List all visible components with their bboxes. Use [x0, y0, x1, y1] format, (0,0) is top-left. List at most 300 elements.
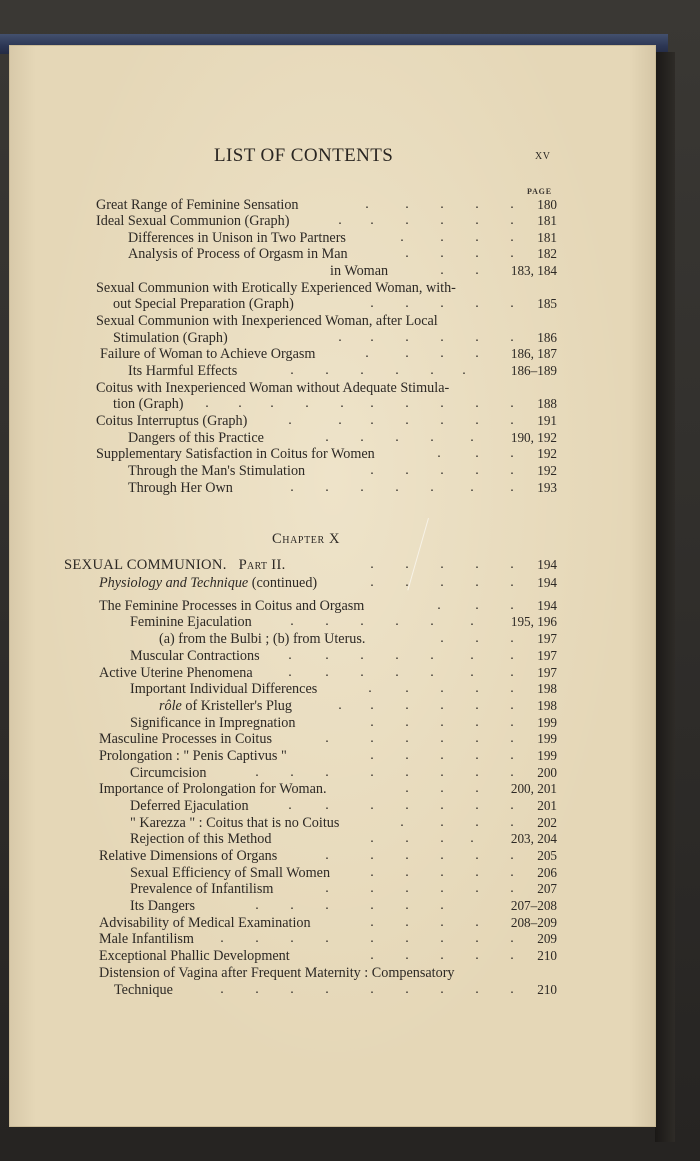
leader-dot: .	[510, 631, 514, 646]
toc-entry	[0, 698, 700, 716]
toc-entry-title: Prevalence of Infantilism	[130, 881, 274, 897]
toc-entry	[0, 748, 700, 766]
leader-dot: .	[510, 330, 514, 345]
leader-dot: .	[395, 614, 399, 629]
leader-dot: .	[440, 748, 444, 763]
leader-dot: .	[510, 463, 514, 478]
leader-dot: .	[475, 296, 479, 311]
leader-dot: .	[440, 413, 444, 428]
toc-entry-title: Deferred Ejaculation	[130, 798, 249, 814]
leader-dot: .	[510, 557, 514, 572]
leader-dot: .	[440, 197, 444, 212]
leader-dot: .	[475, 263, 479, 278]
toc-entry-pages: 181	[537, 213, 557, 228]
toc-entry-title: Coitus Interruptus (Graph)	[96, 413, 248, 429]
leader-dot: .	[270, 396, 274, 411]
toc-entry-pages: 197	[537, 665, 557, 680]
leader-dot: .	[475, 865, 479, 880]
leader-dot: .	[405, 396, 409, 411]
toc-entry-title: Male Infantilism	[99, 931, 194, 947]
leader-dot: .	[475, 781, 479, 796]
leader-dots	[0, 631, 700, 649]
leader-dots	[0, 480, 700, 498]
leader-dot: .	[370, 982, 374, 997]
leader-dot: .	[430, 614, 434, 629]
leader-dot: .	[288, 798, 292, 813]
toc-entry-title: Through the Man's Stimulation	[128, 463, 306, 479]
toc-entry-pages: 185	[537, 296, 557, 311]
toc-entry	[0, 246, 700, 264]
part-subtitle-row	[0, 575, 700, 593]
leader-dot: .	[290, 480, 294, 495]
toc-entry	[0, 731, 700, 749]
leader-dot: .	[510, 715, 514, 730]
leader-dot: .	[290, 931, 294, 946]
leader-dot: .	[440, 931, 444, 946]
leader-dot: .	[288, 648, 292, 663]
leader-dot: .	[475, 346, 479, 361]
leader-dot: .	[360, 480, 364, 495]
toc-entry-title: Important Individual Differences	[130, 681, 318, 697]
leader-dot: .	[440, 865, 444, 880]
leader-dot: .	[475, 748, 479, 763]
leader-dot: .	[475, 213, 479, 228]
toc-entry	[0, 413, 700, 431]
leader-dot: .	[437, 598, 441, 613]
leader-dot: .	[325, 798, 329, 813]
toc-entry-title: The Feminine Processes in Coitus and Orgasm	[99, 598, 365, 614]
toc-entry-pages: 209	[537, 931, 557, 946]
leader-dot: .	[405, 781, 409, 796]
toc-entry-pages: 180	[537, 197, 557, 212]
toc-entry-pages: 205	[537, 848, 557, 863]
toc-entry-pages: 197	[537, 631, 557, 646]
leader-dot: .	[370, 715, 374, 730]
leader-dot: .	[255, 898, 259, 913]
toc-entry-pages: 208–209	[510, 915, 557, 930]
leader-dot: .	[370, 831, 374, 846]
toc-entry	[0, 965, 700, 983]
toc-entry	[0, 313, 700, 331]
toc-entry-title: Its Harmful Effects	[128, 363, 238, 379]
leader-dots	[0, 831, 700, 849]
leader-dot: .	[475, 230, 479, 245]
toc-entry-title: Failure of Woman to Achieve Orgasm	[100, 346, 316, 362]
leader-dots	[0, 614, 700, 632]
toc-entry-title: out Special Preparation (Graph)	[113, 296, 294, 312]
toc-entry-title: Significance in Impregnation	[130, 715, 296, 731]
toc-entry-title: Through Her Own	[128, 480, 233, 496]
toc-entry-title-rest: of Kristeller's Plug	[181, 698, 292, 714]
leader-dot: .	[370, 698, 374, 713]
leader-dot: .	[475, 881, 479, 896]
toc-entry	[0, 648, 700, 666]
leader-dot: .	[470, 614, 474, 629]
leader-dot: .	[440, 715, 444, 730]
leader-dot: .	[510, 681, 514, 696]
leader-dots	[0, 446, 700, 464]
leader-dot: .	[470, 480, 474, 495]
leader-dot: .	[475, 598, 479, 613]
leader-dot: .	[290, 614, 294, 629]
part-pages: 194	[537, 557, 557, 572]
leader-dot: .	[370, 948, 374, 963]
toc-entry	[0, 614, 700, 632]
toc-entry-pages: 197	[537, 648, 557, 663]
leader-dot: .	[440, 765, 444, 780]
toc-entry	[0, 463, 700, 481]
leader-dot: .	[475, 681, 479, 696]
leader-dot: .	[325, 648, 329, 663]
leader-dots	[0, 363, 700, 381]
leader-dot: .	[395, 430, 399, 445]
leader-dot: .	[475, 815, 479, 830]
toc-entry-pages: 188	[537, 396, 557, 411]
leader-dot: .	[510, 931, 514, 946]
leader-dot: .	[370, 931, 374, 946]
toc-entry-pages: 200, 201	[510, 781, 557, 796]
page-number: xv	[535, 148, 551, 163]
leader-dot: .	[395, 363, 399, 378]
toc-entry-title: Importance of Prolongation for Woman.	[99, 781, 327, 797]
toc-entry-title: tion (Graph)	[113, 396, 184, 412]
leader-dot: .	[370, 898, 374, 913]
leader-dot: .	[370, 330, 374, 345]
leader-dot: .	[510, 246, 514, 261]
leader-dot: .	[405, 213, 409, 228]
toc-entry-title: Sexual Communion with Inexperienced Woman, after Local	[96, 313, 438, 329]
toc-entry	[0, 446, 700, 464]
leader-dot: .	[400, 815, 404, 830]
leader-dot: .	[395, 480, 399, 495]
leader-dot: .	[220, 982, 224, 997]
leader-dot: .	[440, 948, 444, 963]
toc-entry	[0, 681, 700, 699]
leader-dot: .	[405, 575, 409, 590]
leader-dot: .	[325, 931, 329, 946]
toc-entry-title: Distension of Vagina after Frequent Maternity : Compensatory	[99, 965, 455, 981]
leader-dots	[0, 413, 700, 431]
leader-dot: .	[475, 463, 479, 478]
toc-entry-pages: 183, 184	[510, 263, 557, 278]
toc-entry-pages: 191	[537, 413, 557, 428]
leader-dot: .	[325, 480, 329, 495]
leader-dot: .	[395, 648, 399, 663]
toc-entry-title: Technique	[114, 982, 173, 998]
toc-entry	[0, 396, 700, 414]
toc-entry	[0, 881, 700, 899]
toc-entry	[0, 982, 700, 1000]
leader-dot: .	[405, 898, 409, 913]
toc-entry-pages: 181	[537, 230, 557, 245]
leader-dot: .	[370, 915, 374, 930]
leader-dot: .	[440, 781, 444, 796]
leader-dot: .	[510, 213, 514, 228]
toc-entry-pages: 210	[537, 982, 557, 997]
leader-dot: .	[475, 731, 479, 746]
leader-dot: .	[510, 598, 514, 613]
leader-dot: .	[370, 463, 374, 478]
leader-dot: .	[338, 330, 342, 345]
leader-dot: .	[510, 197, 514, 212]
leader-dot: .	[475, 848, 479, 863]
leader-dot: .	[510, 731, 514, 746]
leader-dot: .	[475, 931, 479, 946]
toc-entry-pages: 190, 192	[510, 430, 557, 445]
leader-dot: .	[475, 715, 479, 730]
leader-dot: .	[325, 881, 329, 896]
leader-dot: .	[440, 681, 444, 696]
leader-dot: .	[370, 798, 374, 813]
part-title-main: SEXUAL COMMUNION.	[64, 557, 227, 573]
leader-dot: .	[325, 665, 329, 680]
leader-dot: .	[440, 330, 444, 345]
toc-entry-pages: 201	[537, 798, 557, 813]
leader-dot: .	[475, 396, 479, 411]
leader-dot: .	[340, 396, 344, 411]
leader-dot: .	[360, 430, 364, 445]
toc-entry	[0, 631, 700, 649]
toc-entry-title: Sexual Communion with Erotically Experienced Woman, with-	[96, 280, 456, 296]
leader-dot: .	[370, 213, 374, 228]
leader-dot: .	[475, 698, 479, 713]
toc-entry-pages: 186–189	[510, 363, 557, 378]
leader-dot: .	[440, 213, 444, 228]
leader-dot: .	[405, 557, 409, 572]
leader-dot: .	[430, 480, 434, 495]
chapter-heading: Chapter X	[272, 531, 341, 547]
leader-dot: .	[405, 948, 409, 963]
leader-dot: .	[470, 430, 474, 445]
leader-dot: .	[440, 346, 444, 361]
leader-dot: .	[365, 346, 369, 361]
leader-dot: .	[440, 831, 444, 846]
leader-dot: .	[370, 881, 374, 896]
toc-entry-pages: 199	[537, 731, 557, 746]
leader-dot: .	[510, 815, 514, 830]
toc-entry	[0, 480, 700, 498]
leader-dot: .	[370, 731, 374, 746]
toc-entry-title: Ideal Sexual Communion (Graph)	[96, 213, 290, 229]
leader-dots	[0, 263, 700, 281]
leader-dot: .	[510, 698, 514, 713]
leader-dot: .	[475, 765, 479, 780]
leader-dot: .	[405, 915, 409, 930]
leader-dot: .	[220, 931, 224, 946]
leader-dots	[0, 931, 700, 949]
leader-dots	[0, 396, 700, 414]
toc-entry-title: Feminine Ejaculation	[130, 614, 252, 630]
leader-dots	[0, 982, 700, 1000]
toc-entry-title: (a) from the Bulbi ; (b) from Uterus.	[159, 631, 366, 647]
leader-dot: .	[430, 430, 434, 445]
toc-entry	[0, 848, 700, 866]
leader-dot: .	[405, 296, 409, 311]
leader-dot: .	[440, 230, 444, 245]
leader-dot: .	[290, 765, 294, 780]
toc-entry-title: Exceptional Phallic Development	[99, 948, 290, 964]
leader-dot: .	[430, 665, 434, 680]
leader-dot: .	[510, 748, 514, 763]
leader-dot: .	[440, 848, 444, 863]
toc-entry-title: Coitus with Inexperienced Woman without Adequate Stimula-	[96, 380, 450, 396]
leader-dots	[0, 948, 700, 966]
toc-entry-title: Prolongation : " Penis Captivus "	[99, 748, 287, 764]
leader-dot: .	[405, 346, 409, 361]
leader-dots	[0, 246, 700, 264]
leader-dot: .	[430, 648, 434, 663]
leader-dot: .	[370, 413, 374, 428]
leader-dot: .	[475, 631, 479, 646]
leader-dot: .	[510, 665, 514, 680]
toc-entry-title: Differences in Unison in Two Partners	[128, 230, 346, 246]
leader-dot: .	[440, 557, 444, 572]
leader-dot: .	[405, 246, 409, 261]
toc-entry-pages: 192	[537, 463, 557, 478]
leader-dot: .	[510, 982, 514, 997]
leader-dot: .	[325, 614, 329, 629]
leader-dot: .	[440, 296, 444, 311]
leader-dot: .	[440, 396, 444, 411]
leader-dot: .	[440, 575, 444, 590]
leader-dot: .	[475, 948, 479, 963]
leader-dot: .	[325, 363, 329, 378]
leader-dot: .	[255, 931, 259, 946]
leader-dot: .	[405, 798, 409, 813]
toc-entry	[0, 213, 700, 231]
leader-dots	[0, 881, 700, 899]
part-title-number: Part II.	[238, 557, 286, 573]
leader-dot: .	[370, 575, 374, 590]
toc-entry	[0, 263, 700, 281]
leader-dot: .	[475, 798, 479, 813]
leader-dot: .	[475, 557, 479, 572]
leader-dots	[0, 575, 700, 593]
leader-dots	[0, 296, 700, 314]
leader-dot: .	[462, 363, 466, 378]
leader-dot: .	[338, 213, 342, 228]
leader-dot: .	[405, 715, 409, 730]
toc-entry-pages: 186	[537, 330, 557, 345]
toc-entry-title: Stimulation (Graph)	[113, 330, 228, 346]
leader-dot: .	[290, 898, 294, 913]
leader-dot: .	[510, 881, 514, 896]
toc-entry	[0, 781, 700, 799]
leader-dot: .	[370, 848, 374, 863]
part-subtitle-pages: 194	[537, 575, 557, 590]
toc-entry-title: Muscular Contractions	[130, 648, 260, 664]
leader-dot: .	[440, 881, 444, 896]
leader-dot: .	[475, 982, 479, 997]
toc-entry-pages: 195, 196	[510, 614, 557, 629]
toc-entry	[0, 948, 700, 966]
leader-dot: .	[405, 881, 409, 896]
toc-entry	[0, 296, 700, 314]
toc-entry-title: Its Dangers	[130, 898, 196, 914]
leader-dot: .	[325, 982, 329, 997]
leader-dot: .	[325, 731, 329, 746]
toc-entry-pages: 199	[537, 715, 557, 730]
leader-dot: .	[510, 848, 514, 863]
leader-dots	[0, 781, 700, 799]
leader-dot: .	[405, 413, 409, 428]
leader-dot: .	[510, 765, 514, 780]
toc-entry-pages: 198	[537, 681, 557, 696]
toc-entry-title: Rejection of this Method	[130, 831, 272, 847]
toc-entry-pages: 193	[537, 480, 557, 495]
leader-dot: .	[405, 831, 409, 846]
leader-dot: .	[475, 915, 479, 930]
toc-entry	[0, 898, 700, 916]
leader-dot: .	[370, 765, 374, 780]
leader-dot: .	[305, 396, 309, 411]
toc-entry-pages: 182	[537, 246, 557, 261]
leader-dot: .	[400, 230, 404, 245]
leader-dot: .	[370, 557, 374, 572]
leader-dot: .	[325, 430, 329, 445]
leader-dot: .	[440, 246, 444, 261]
leader-dot: .	[325, 765, 329, 780]
leader-dot: .	[360, 614, 364, 629]
toc-entry	[0, 346, 700, 364]
leader-dot: .	[238, 396, 242, 411]
leader-dot: .	[510, 480, 514, 495]
leader-dot: .	[440, 631, 444, 646]
leader-dot: .	[205, 396, 209, 411]
leader-dot: .	[510, 948, 514, 963]
toc-entry-pages: 200	[537, 765, 557, 780]
toc-entry-pages: 206	[537, 865, 557, 880]
leader-dot: .	[405, 330, 409, 345]
leader-dot: .	[510, 230, 514, 245]
leader-dot: .	[405, 681, 409, 696]
leader-dot: .	[440, 698, 444, 713]
leader-dot: .	[370, 296, 374, 311]
leader-dot: .	[440, 915, 444, 930]
part-title-row	[0, 557, 700, 575]
leader-dot: .	[470, 831, 474, 846]
leader-dot: .	[437, 446, 441, 461]
leader-dot: .	[338, 413, 342, 428]
leader-dot: .	[405, 748, 409, 763]
leader-dot: .	[405, 463, 409, 478]
toc-entry-title: Circumcision	[130, 765, 207, 781]
leader-dot: .	[475, 330, 479, 345]
toc-entry	[0, 798, 700, 816]
toc-entry	[0, 363, 700, 381]
leader-dot: .	[510, 648, 514, 663]
toc-entry-title: " Karezza " : Coitus that is no Coitus	[130, 815, 340, 831]
leader-dot: .	[370, 396, 374, 411]
toc-entry-pages: 199	[537, 748, 557, 763]
leader-dot: .	[510, 865, 514, 880]
leader-dots	[0, 681, 700, 699]
leader-dot: .	[510, 396, 514, 411]
leader-dot: .	[440, 798, 444, 813]
leader-dot: .	[430, 363, 434, 378]
leader-dot: .	[370, 865, 374, 880]
leader-dots	[0, 346, 700, 364]
leader-dot: .	[255, 982, 259, 997]
leader-dot: .	[470, 665, 474, 680]
toc-entry-pages: 202	[537, 815, 557, 830]
leader-dot: .	[325, 848, 329, 863]
leader-dot: .	[365, 197, 369, 212]
toc-entry-title: Relative Dimensions of Organs	[99, 848, 278, 864]
leader-dots	[0, 213, 700, 231]
toc-entry-pages: 192	[537, 446, 557, 461]
page-title: LIST OF CONTENTS	[214, 145, 394, 166]
